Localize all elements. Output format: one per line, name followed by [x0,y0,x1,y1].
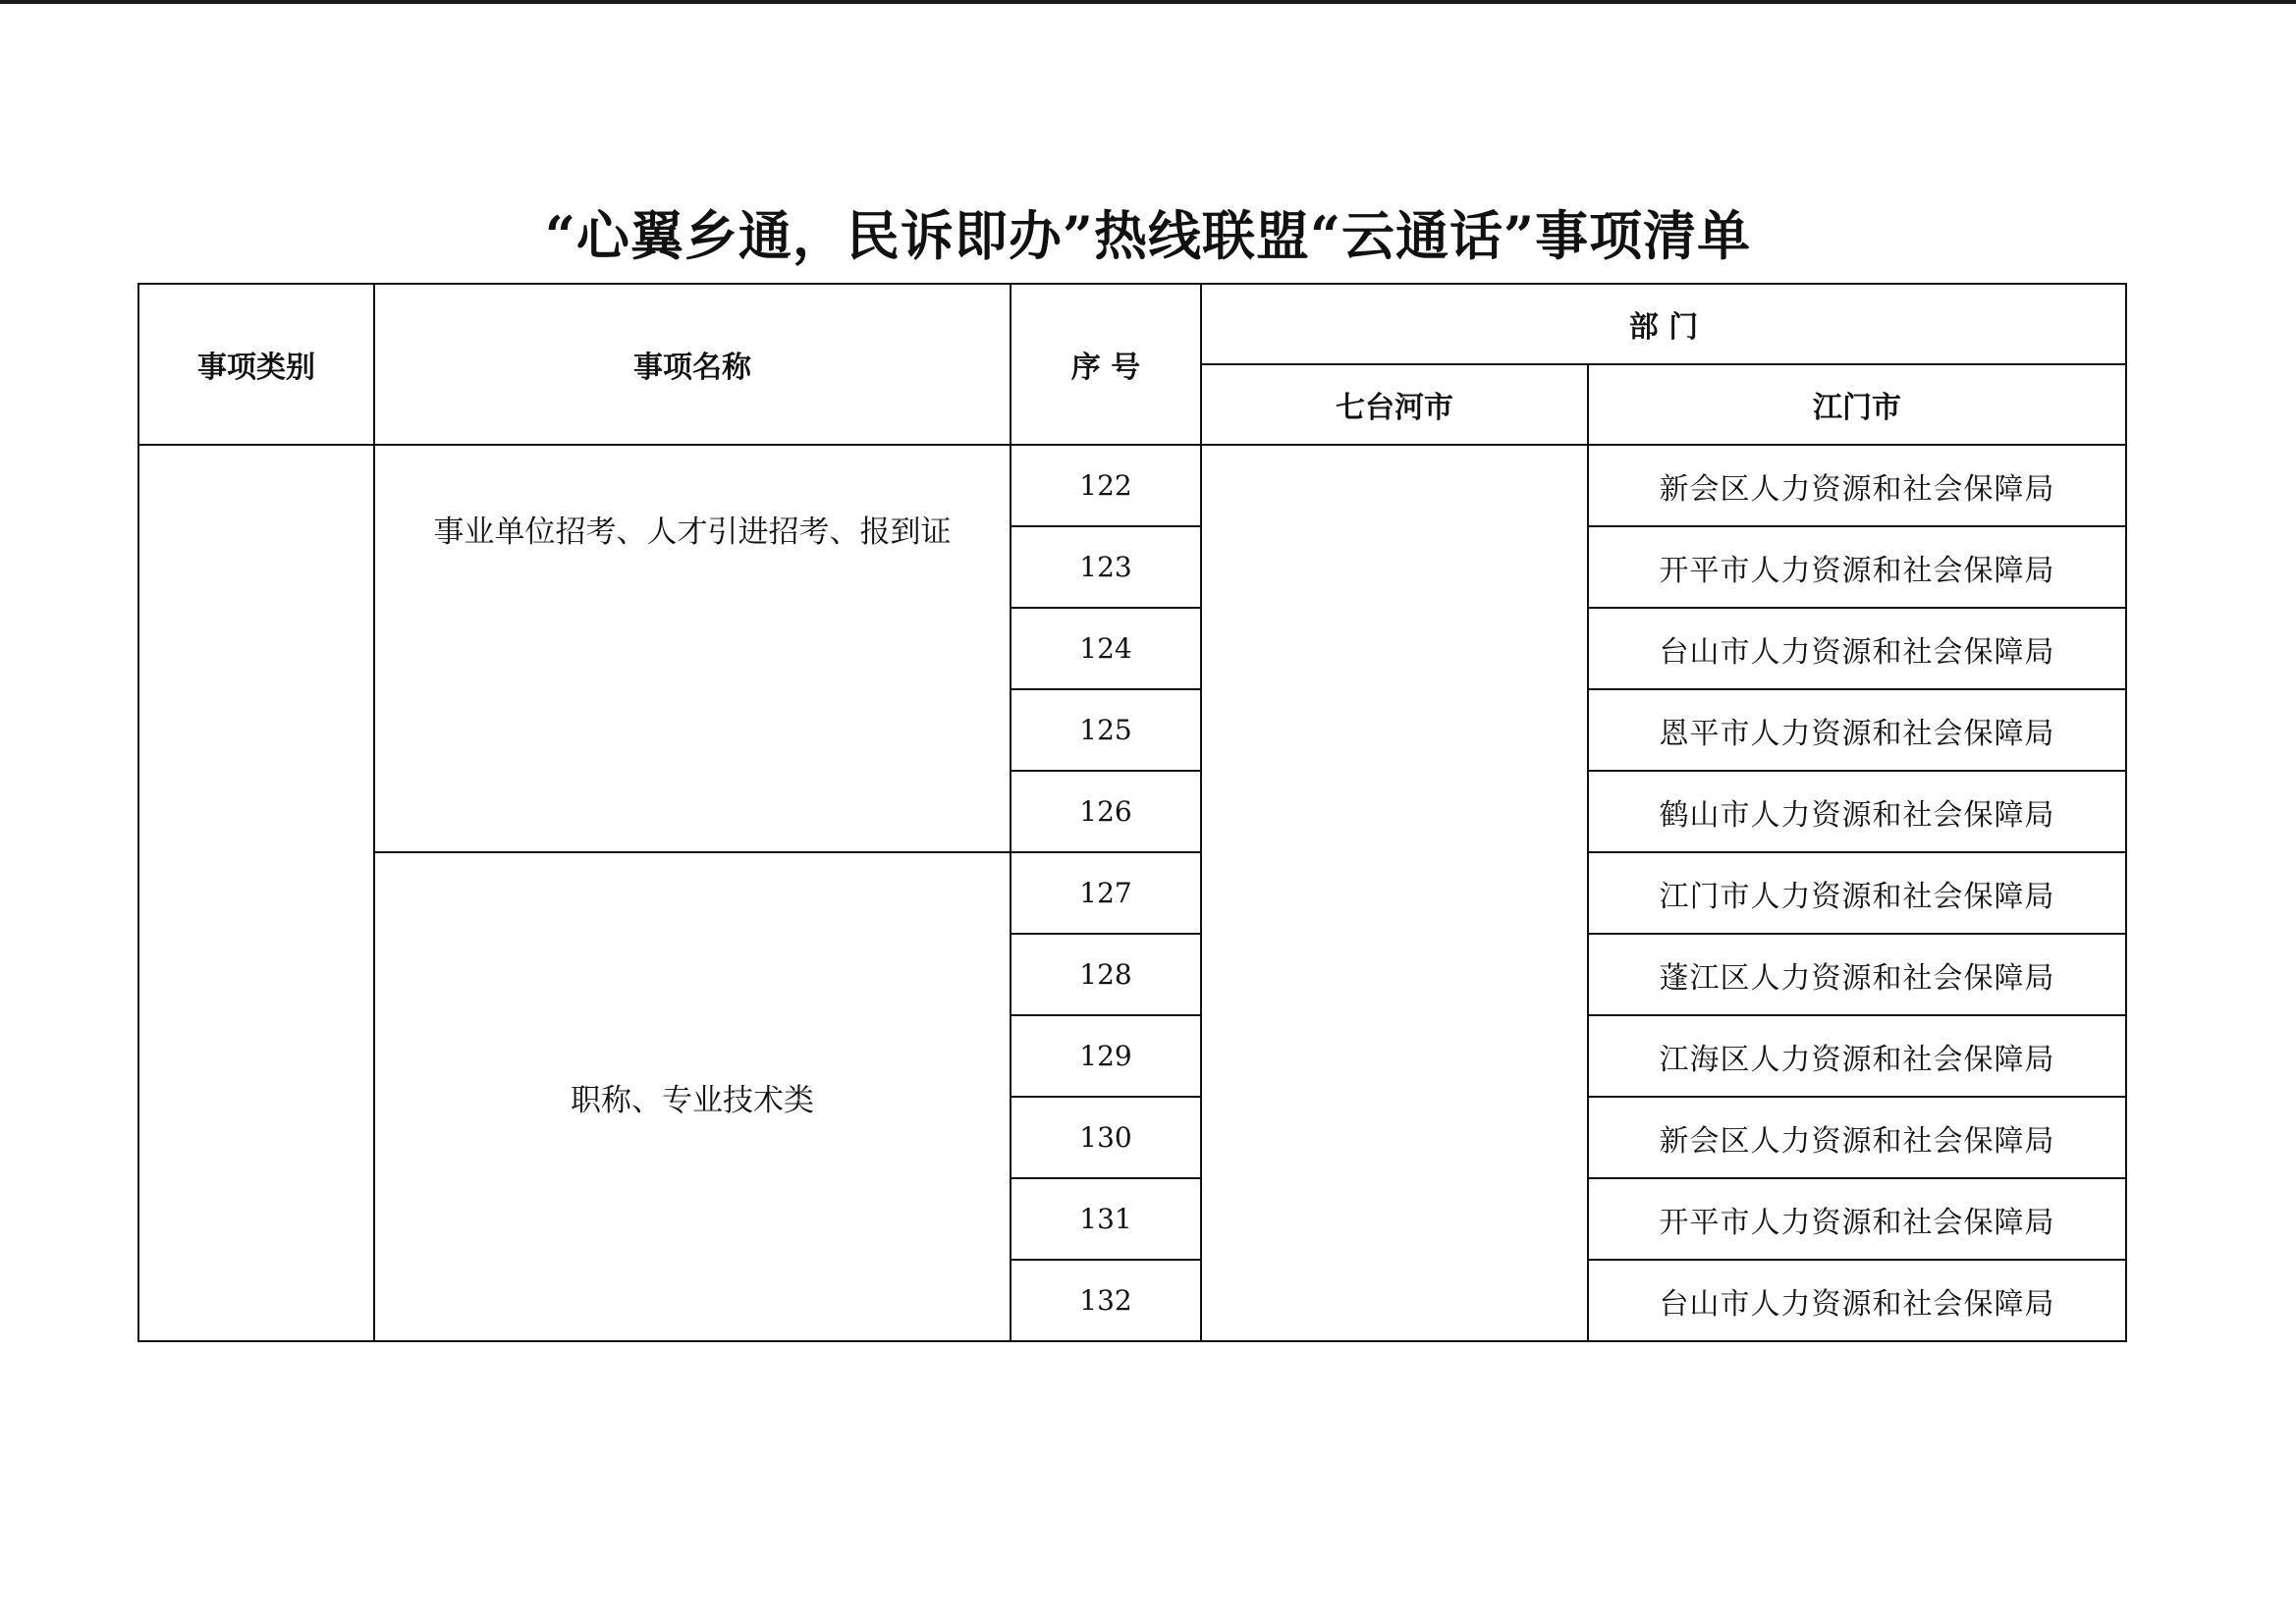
dept-right-cell: 新会区人力资源和社会保障局 [1588,445,2126,526]
table-row [138,852,2126,934]
dept-right-cell: 蓬江区人力资源和社会保障局 [1588,934,2126,1015]
item-list-table [137,283,2127,1342]
dept-right-cell: 江海区人力资源和社会保障局 [1588,1015,2126,1097]
seq-cell: 123 [1011,526,1201,608]
table-row [138,445,2126,526]
dept-right-cell: 开平市人力资源和社会保障局 [1588,526,2126,608]
item-name-cell: 事业单位招考、人才引进招考、报到证 [374,445,1011,852]
category-cell [138,445,374,1341]
dept-right-cell: 鹤山市人力资源和社会保障局 [1588,771,2126,852]
seq-cell: 125 [1011,689,1201,771]
dept-right-cell: 恩平市人力资源和社会保障局 [1588,689,2126,771]
seq-cell: 129 [1011,1015,1201,1097]
dept-right-cell: 江门市人力资源和社会保障局 [1588,852,2126,934]
header-name: 事项名称 [374,284,1011,445]
header-row-1 [138,284,2126,364]
header-dept-left: 七台河市 [1201,364,1588,445]
dept-right-cell: 新会区人力资源和社会保障局 [1588,1097,2126,1178]
header-category: 事项类别 [138,284,374,445]
seq-cell: 128 [1011,934,1201,1015]
dept-right-cell: 台山市人力资源和社会保障局 [1588,608,2126,689]
seq-cell: 122 [1011,445,1201,526]
seq-cell: 132 [1011,1260,1201,1341]
scan-edge [0,0,2296,4]
dept-left-cell [1201,445,1588,1341]
document-title: “心翼乡通，民诉即办”热线联盟“云通话”事项清单 [544,204,1752,267]
seq-cell: 130 [1011,1097,1201,1178]
dept-right-cell: 台山市人力资源和社会保障局 [1588,1260,2126,1341]
header-seq: 序 号 [1011,284,1201,445]
seq-cell: 124 [1011,608,1201,689]
seq-cell: 126 [1011,771,1201,852]
seq-cell: 131 [1011,1178,1201,1260]
header-dept-right: 江门市 [1588,364,2126,445]
header-department: 部 门 [1201,284,2126,364]
item-name-cell: 职称、专业技术类 [374,852,1011,1341]
dept-right-cell: 开平市人力资源和社会保障局 [1588,1178,2126,1260]
seq-cell: 127 [1011,852,1201,934]
